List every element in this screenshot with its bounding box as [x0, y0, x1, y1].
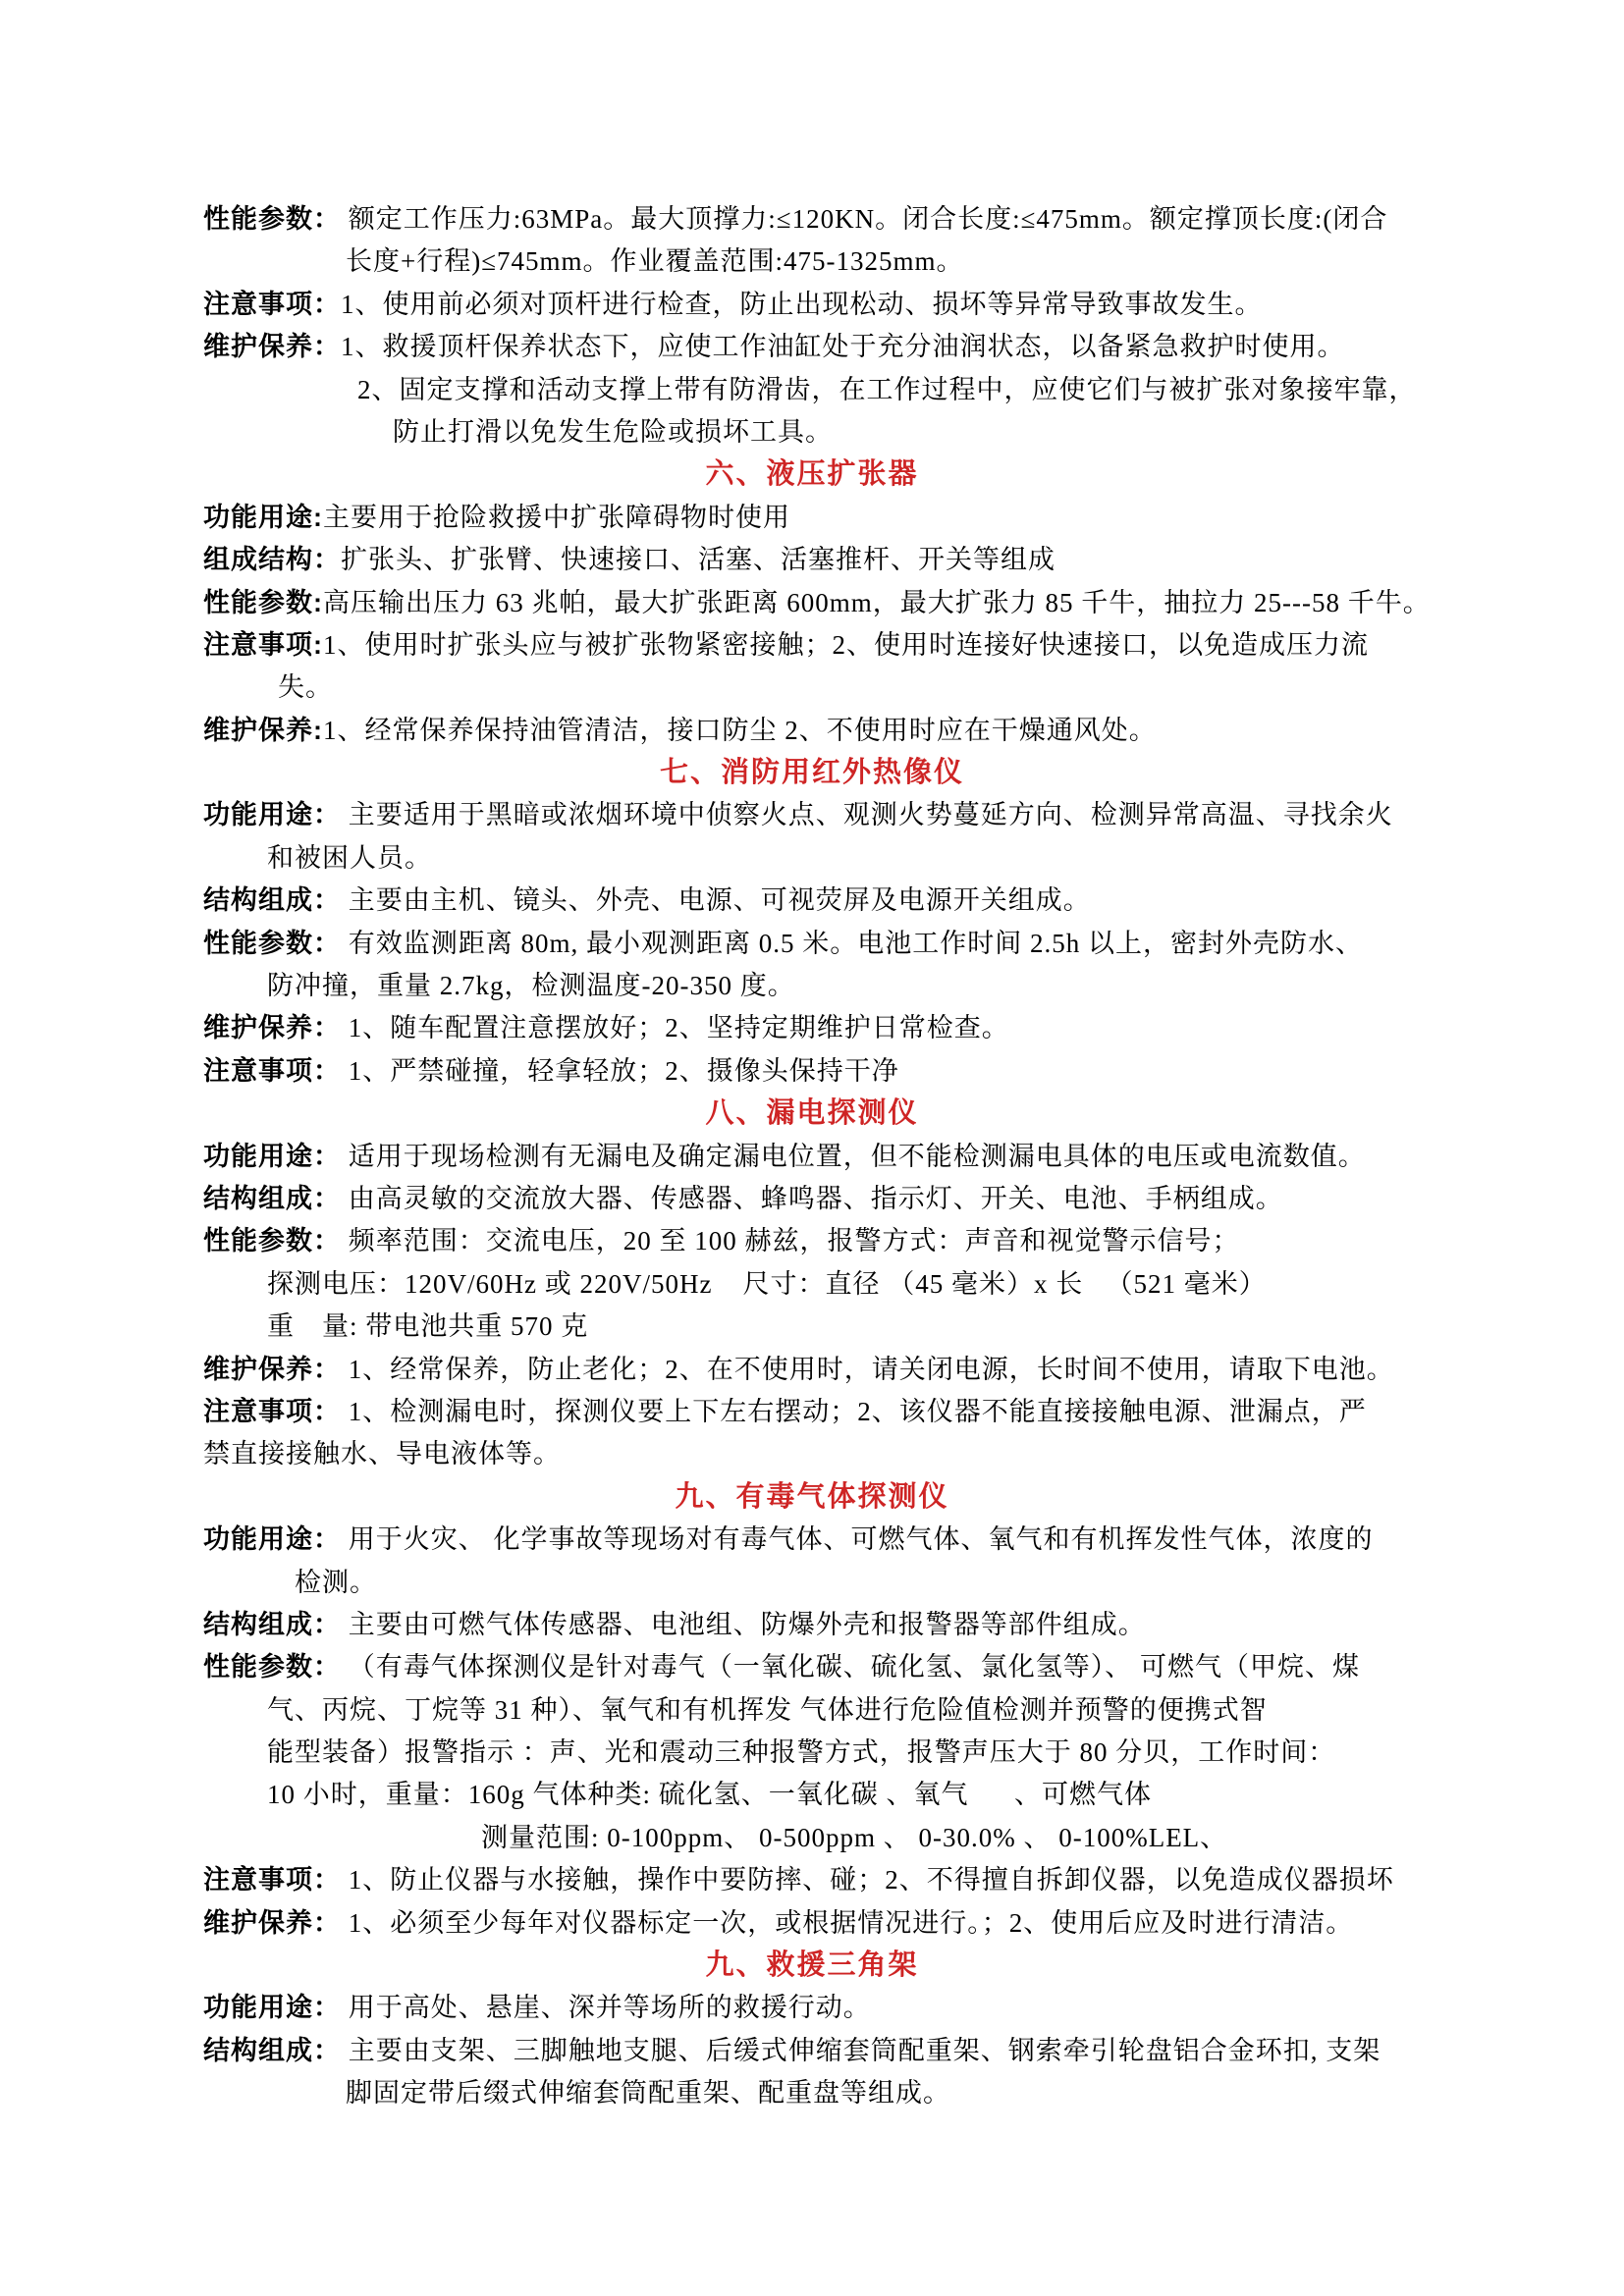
text-line — [0, 1562, 1624, 1604]
line-text: 防冲撞，重量 2.7kg，检测温度-20-350 度。 — [267, 971, 795, 1001]
section-heading-text: 八、漏电探测仪 — [705, 1097, 919, 1130]
line-text: 1、必须至少每年对仪器标定一次，或根据情况进行。；2、使用后应及时进行清洁。 — [341, 1907, 1354, 1938]
text-line — [0, 1774, 1624, 1816]
field-label: 注意事项： — [203, 1055, 341, 1086]
text-line — [0, 965, 1624, 1007]
field-label: 功能用途： — [203, 1993, 341, 2023]
field-label: 维护保养： — [203, 1013, 341, 1043]
text-line — [0, 794, 1624, 836]
text-line — [0, 880, 1624, 922]
line-text: 1、经常保养，防止老化；2、在不使用时，请关闭电源，长时间不使用，请取下电池。 — [341, 1354, 1394, 1384]
field-label: 结构组成： — [203, 1609, 341, 1639]
line-text: 1、防止仪器与水接触，操作中要防摔、碰；2、不得擅自拆卸仪器，以免造成仪器损坏 — [341, 1865, 1394, 1896]
text-line — [0, 1433, 1624, 1475]
text-line — [0, 240, 1624, 283]
text-line — [0, 1732, 1624, 1774]
text-line — [0, 326, 1624, 368]
line-text: 1、使用时扩张头应与被扩张物紧密接触；2、使用时连接好快速接口，以免造成压力流 — [323, 629, 1369, 660]
field-label: 组成结构： — [203, 545, 341, 575]
field-label: 维护保养： — [203, 1354, 341, 1384]
line-text: 脚固定带后缀式伸缩套筒配重架、配重盘等组成。 — [346, 2078, 950, 2109]
text-line — [0, 1306, 1624, 1348]
text-line — [0, 1987, 1624, 2029]
line-text: 检测。 — [295, 1567, 377, 1597]
line-text: 重 量: 带电池共重 570 克 — [267, 1311, 589, 1342]
line-text: 适用于现场检测有无漏电及确定漏电位置，但不能检测漏电具体的电压或电流数值。 — [341, 1141, 1366, 1171]
text-line — [0, 1902, 1624, 1945]
field-label: 维护保养： — [203, 332, 341, 362]
text-line — [0, 667, 1624, 709]
text-line — [0, 2030, 1624, 2072]
field-label: 功能用途： — [203, 800, 341, 830]
text-line — [0, 539, 1624, 581]
section-heading-text: 六、液压扩张器 — [705, 458, 919, 491]
field-label: 性能参数： — [203, 928, 341, 958]
text-line — [0, 198, 1624, 240]
text-line — [0, 411, 1624, 454]
section-heading — [0, 1476, 1624, 1519]
line-text: 1、救援顶杆保养状态下，应使工作油缸处于充分油润状态，以备紧急救护时使用。 — [341, 332, 1345, 362]
text-line — [0, 284, 1624, 326]
section-heading-text: 七、消防用红外热像仪 — [659, 757, 964, 789]
line-text: 1、严禁碰撞，轻拿轻放；2、摄像头保持干净 — [341, 1055, 899, 1086]
section-heading — [0, 752, 1624, 794]
line-text: 禁直接接触水、导电液体等。 — [203, 1439, 561, 1469]
text-line — [0, 2072, 1624, 2114]
field-label: 性能参数: — [203, 587, 323, 617]
field-label: 维护保养: — [203, 715, 323, 745]
field-label: 性能参数： — [203, 1226, 341, 1256]
line-text: 主要适用于黑暗或浓烟环境中侦察火点、观测火势蔓延方向、检测异常高温、寻找余火 — [341, 800, 1393, 830]
field-label: 结构组成： — [203, 1183, 341, 1213]
text-line — [0, 1263, 1624, 1306]
field-label: 注意事项： — [203, 1396, 341, 1426]
line-text: 气、丙烷、丁烷等 31 种）、氧气和有机挥发 气体进行危险值检测并预警的便携式智 — [267, 1694, 1268, 1725]
text-line — [0, 1349, 1624, 1391]
line-text: 1、检测漏电时，探测仪要上下左右摆动；2、该仪器不能直接接触电源、泄漏点，严 — [341, 1396, 1367, 1426]
line-text: 探测电压：120V/60Hz 或 220V/50Hz 尺寸：直径 （45 毫米）x 长 （521 毫米） — [267, 1268, 1267, 1299]
field-label: 功能用途： — [203, 1141, 341, 1171]
text-line — [0, 582, 1624, 624]
text-line — [0, 1007, 1624, 1049]
line-text: 主要由支架、三脚触地支腿、后缓式伸缩套筒配重架、钢索牵引轮盘铝合金环扣, 支架 — [341, 2035, 1381, 2065]
text-line — [0, 1859, 1624, 1901]
field-label: 注意事项： — [203, 289, 341, 319]
line-text: 用于火灾、 化学事故等现场对有毒气体、可燃气体、氧气和有机挥发性气体，浓度的 — [341, 1524, 1374, 1555]
line-text: （有毒气体探测仪是针对毒气（一氧化碳、硫化氢、氯化氢等）、 可燃气（甲烷、煤 — [341, 1652, 1360, 1682]
text-line — [0, 1519, 1624, 1561]
text-line — [0, 1689, 1624, 1732]
line-text: 由高灵敏的交流放大器、传感器、蜂鸣器、指示灯、开关、电池、手柄组成。 — [341, 1183, 1283, 1213]
line-text: 扩张头、扩张臂、快速接口、活塞、活塞推杆、开关等组成 — [341, 545, 1056, 575]
line-text: 额定工作压力:63MPa。最大顶撑力:≤120KN。闭合长度:≤475mm。额定撑顶长度:(闭合 — [341, 204, 1388, 234]
line-text: 用于高处、悬崖、深并等场所的救援行动。 — [341, 1993, 871, 2023]
line-text: 能型装备）报警指示 ：声、光和震动三种报警方式，报警声压大于 80 分贝，工作时间： — [267, 1737, 1336, 1768]
section-heading-text: 九、救援三角架 — [705, 1949, 919, 1982]
line-text: 主要由主机、镜头、外壳、电源、可视荧屏及电源开关组成。 — [341, 885, 1091, 916]
line-text: 有效监测距离 80m, 最小观测距离 0.5 米。电池工作时间 2.5h 以上，密封外壳防水、 — [341, 928, 1364, 958]
document-content — [0, 198, 1624, 2115]
line-text: 主要用于抢险救援中扩张障碍物时使用 — [323, 502, 790, 532]
field-label: 功能用途: — [203, 502, 323, 532]
field-label: 结构组成： — [203, 2035, 341, 2065]
text-line — [0, 710, 1624, 752]
text-line — [0, 923, 1624, 965]
text-line — [0, 369, 1624, 411]
line-text: 和被困人员。 — [267, 842, 432, 873]
line-text: 2、固定支撑和活动支撑上带有防滑齿，在工作过程中，应使它们与被扩张对象接牢靠， — [357, 374, 1417, 404]
text-line — [0, 1136, 1624, 1178]
field-label: 性能参数： — [203, 204, 341, 234]
text-line — [0, 1391, 1624, 1433]
section-heading — [0, 1093, 1624, 1135]
text-line — [0, 1178, 1624, 1220]
field-label: 注意事项: — [203, 629, 323, 660]
section-heading — [0, 454, 1624, 496]
text-line — [0, 837, 1624, 880]
text-line — [0, 1604, 1624, 1646]
line-text: 主要由可燃气体传感器、电池组、防爆外壳和报警器等部件组成。 — [341, 1609, 1146, 1639]
line-text: 频率范围：交流电压，20 至 100 赫兹，报警方式：声音和视觉警示信号； — [341, 1226, 1240, 1256]
line-text: 失。 — [278, 672, 333, 703]
section-heading-text: 九、有毒气体探测仪 — [675, 1480, 949, 1513]
field-label: 结构组成： — [203, 885, 341, 916]
text-line — [0, 1050, 1624, 1093]
text-line — [0, 497, 1624, 539]
field-label: 维护保养： — [203, 1907, 341, 1938]
line-text: 高压输出压力 63 兆帕，最大扩张距离 600mm，最大扩张力 85 千牛，抽拉力 25---58 千牛。 — [323, 587, 1431, 617]
text-line — [0, 624, 1624, 667]
line-text: 防止打滑以免发生危险或损坏工具。 — [393, 416, 833, 447]
text-line — [0, 1817, 1624, 1859]
line-text: 1、使用前必须对顶杆进行检查，防止出现松动、损坏等异常导致事故发生。 — [341, 289, 1263, 319]
line-text: 长度+行程)≤745mm。作业覆盖范围:475-1325mm。 — [346, 246, 964, 277]
line-text: 1、经常保养保持油管清洁，接口防尘 2、不使用时应在干燥通风处。 — [323, 715, 1157, 745]
section-heading — [0, 1945, 1624, 1987]
text-line — [0, 1646, 1624, 1688]
line-text: 测量范围: 0-100ppm、 0-500ppm 、 0-30.0% 、 0-100%LEL、 — [481, 1822, 1228, 1852]
text-line — [0, 1220, 1624, 1262]
line-text: 10 小时，重量：160g 气体种类: 硫化氢、一氧化碳 、氧气 、可燃气体 — [267, 1780, 1153, 1810]
field-label: 性能参数： — [203, 1652, 341, 1682]
line-text: 1、随车配置注意摆放好；2、坚持定期维护日常检查。 — [341, 1013, 1009, 1043]
field-label: 注意事项： — [203, 1865, 341, 1896]
field-label: 功能用途： — [203, 1524, 341, 1555]
